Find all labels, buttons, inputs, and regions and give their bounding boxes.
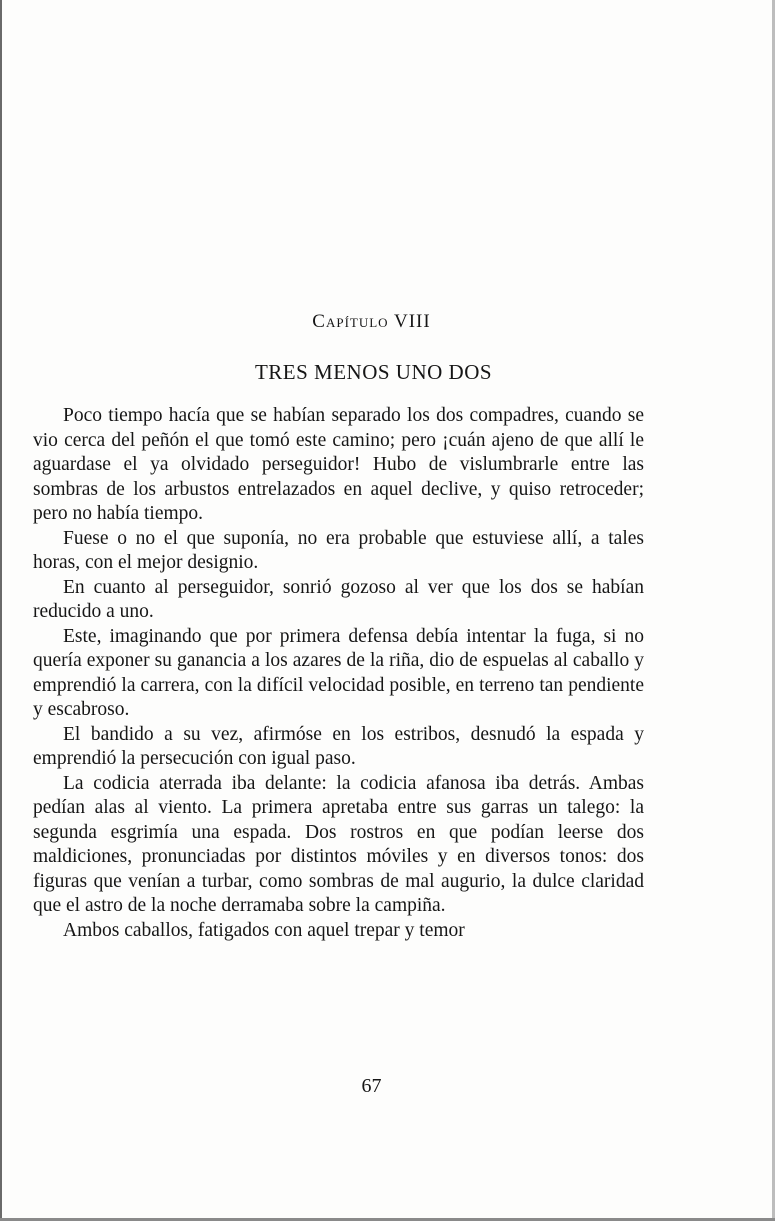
paragraph: En cuanto al perseguidor, sonrió gozoso al ver que los dos se habían reducido a uno.: [33, 576, 644, 622]
paragraph: El bandido a su vez, afirmóse en los estribos, desnudó la espada y emprendió la persecución con igual paso.: [33, 723, 644, 769]
paragraph: Este, imaginando que por primera defensa debía intentar la fuga, si no quería exponer su ganancia a los azares de la riña, dio de espuelas al caballo y emprendió la carrera, con la difícil velocidad posible, en terreno tan pendiente y escabroso.: [33, 625, 644, 720]
page-number: 67: [361, 1075, 382, 1097]
paragraph: La codicia aterrada iba delante: la codicia afanosa iba detrás. Ambas pedían alas al viento. La primera apretaba entre sus garras un talego: la segunda esgrimía una espada. Dos rostros en que podían leerse dos maldiciones, pronunciadas por distintos móviles y en diversos tonos: dos figuras que venían a turbar, como sombras de mal augurio, la dulce claridad que el astro de la noche derramaba sobre la campiña.: [33, 772, 644, 916]
page-edge-left: [0, 0, 2, 1221]
chapter-label: Capítulo: [312, 311, 389, 332]
paragraph: Ambos caballos, fatigados con aquel trepar y temor: [63, 919, 465, 941]
chapter-title: TRES MENOS UNO DOS: [254, 360, 493, 384]
paragraph: Fuese o no el que suponía, no era probable que estuviese allí, a tales horas, con el mejor designio.: [33, 527, 644, 573]
body-text: [33, 404, 644, 943]
chapter-number: VIII: [394, 311, 431, 332]
paragraph: Poco tiempo hacía que se habían separado los dos compadres, cuando se vio cerca del peñón el que tomó este camino; pero ¡cuán ajeno de que allí le aguardase el ya olvidado perseguidor! Hubo de vislumbrarle entre las sombras de los arbustos entrelazados en aquel declive, y quiso retroceder; pero no había tiempo.: [33, 405, 644, 524]
chapter-heading: [0, 311, 759, 333]
